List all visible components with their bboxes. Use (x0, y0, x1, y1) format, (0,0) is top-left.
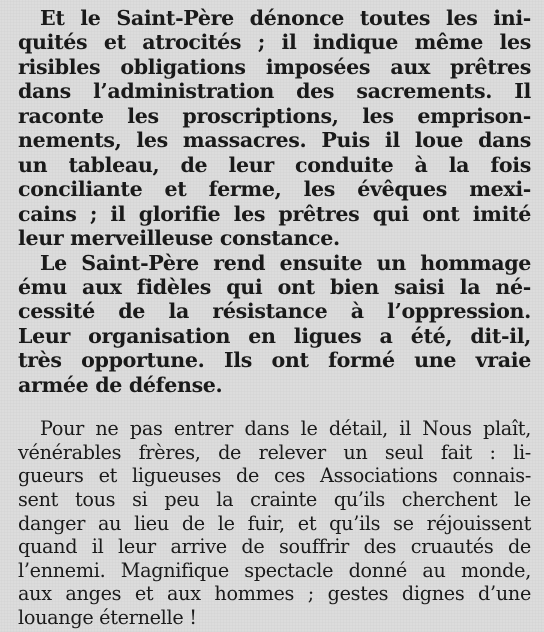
text-line: Pour ne pas entrer dans le détail, il Nous plaît, (40, 417, 531, 441)
quoted-passage (18, 417, 531, 629)
text-line: un tableau, de leur conduite à la fois (18, 152, 531, 177)
text-line: louange éternelle ! (18, 606, 197, 629)
text-line: armée de défense. (18, 372, 223, 397)
text-line: danger au lieu de le fuir, et qu’ils se réjouissent (18, 511, 531, 535)
text-line: raconte les proscriptions, les emprison- (18, 103, 531, 128)
text-line: quand il leur arrive de souffrir des cruautés de (18, 535, 531, 559)
text-line: dans l’administration des sacrements. Il (18, 79, 531, 104)
text-line: cessité de la résistance à l’oppression. (18, 299, 531, 324)
text-line: leur merveilleuse constance. (18, 226, 340, 251)
text-line: très opportune. Ils ont formé une vraie (18, 348, 531, 373)
text-line: conciliante et ferme, les évêques mexi- (18, 177, 531, 202)
text-line: sent tous si peu la crainte qu’ils cherchent le (18, 488, 531, 512)
text-line: nements, les massacres. Puis il loue dans (18, 128, 531, 153)
text-line: gueurs et ligueuses de ces Associations connais- (18, 464, 531, 488)
text-line: cains ; il glorifie les prêtres qui ont imité (18, 201, 531, 226)
text-line: quités et atrocités ; il indique même les (18, 30, 531, 55)
paragraph-denunciation (18, 6, 531, 251)
text-line: aux anges et aux hommes ; gestes dignes d’une (18, 582, 531, 606)
text-line: Leur organisation en ligues a été, dit-il, (18, 323, 531, 348)
text-line: l’ennemi. Magnifique spectacle donné au monde, (18, 558, 531, 582)
article-body (18, 6, 531, 397)
text-line: Et le Saint-Père dénonce toutes les ini- (40, 6, 531, 30)
paragraph-homage (18, 251, 531, 398)
text-line: Le Saint-Père rend ensuite un hommage (40, 250, 531, 275)
text-line: vénérables frères, de relever un seul fait : li- (18, 440, 531, 464)
text-line: ému aux fidèles qui ont bien saisi la né- (18, 274, 531, 299)
text-line: risibles obligations imposées aux prêtres (18, 54, 531, 79)
